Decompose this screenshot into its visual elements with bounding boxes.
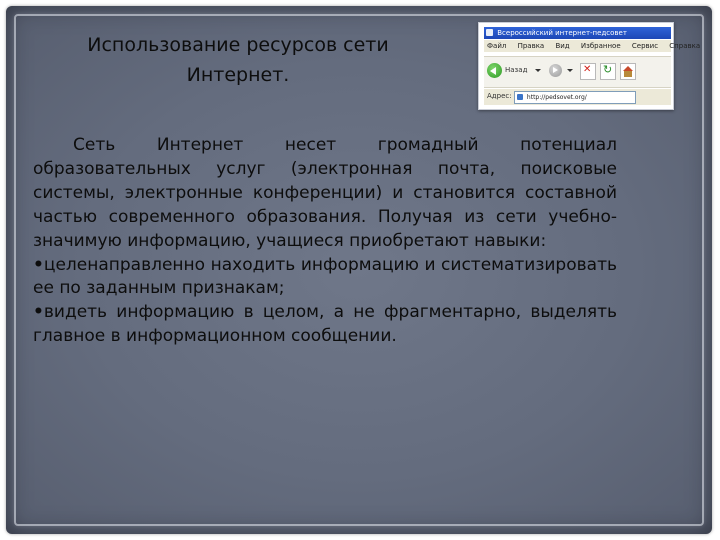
bullet-marker: • bbox=[33, 302, 44, 323]
bullet-text-1: целенаправленно находить информацию и систематизировать ее по заданным признакам; bbox=[33, 254, 617, 299]
menu-item-help: Справка bbox=[669, 42, 701, 50]
stop-icon bbox=[580, 63, 596, 80]
back-dropdown-icon bbox=[535, 69, 541, 72]
browser-address-bar bbox=[484, 89, 671, 105]
body-text bbox=[33, 134, 617, 349]
browser-toolbar bbox=[484, 56, 671, 88]
browser-titlebar bbox=[484, 27, 671, 39]
back-icon bbox=[487, 63, 502, 78]
address-label: Адрес: bbox=[487, 92, 512, 100]
bullet-marker: • bbox=[33, 254, 44, 275]
menu-item-file: Файл bbox=[487, 42, 507, 50]
browser-app-icon bbox=[486, 29, 493, 36]
bullet-item-1 bbox=[33, 254, 617, 302]
back-label: Назад bbox=[505, 66, 528, 74]
bullet-item-2 bbox=[33, 301, 617, 349]
forward-dropdown-icon bbox=[567, 69, 573, 72]
slide-title-line-1: Использование ресурсов сети bbox=[87, 34, 389, 56]
page-icon bbox=[517, 94, 523, 100]
slide-title-line-2: Интернет. bbox=[186, 64, 290, 86]
browser-window-title: Всероссийский интернет-педсовет bbox=[497, 29, 627, 37]
address-field bbox=[514, 91, 636, 104]
menu-item-view: Вид bbox=[555, 42, 570, 50]
menu-item-edit: Правка bbox=[517, 42, 545, 50]
menu-item-tools: Сервис bbox=[631, 42, 659, 50]
address-value: http://pedsovet.org/ bbox=[526, 94, 587, 101]
slide-title bbox=[58, 30, 418, 90]
intro-paragraph: Сеть Интернет несет громадный потенциал образовательных услуг (электронная почта, поисковые системы, электронные конференции) и становится составной частью современного образования. Получая из сети учебно-значимую информацию, учащиеся приобретают навыки: bbox=[33, 135, 617, 251]
menu-item-favorites: Избранное bbox=[580, 42, 621, 50]
forward-icon bbox=[549, 64, 562, 77]
bullet-text-2: видеть информацию в целом, а не фрагментарно, выделять главное в информационном сообщении. bbox=[33, 302, 617, 347]
browser-menubar bbox=[484, 40, 701, 52]
home-icon bbox=[620, 63, 636, 80]
browser-screenshot bbox=[478, 22, 701, 110]
refresh-icon bbox=[600, 63, 616, 80]
